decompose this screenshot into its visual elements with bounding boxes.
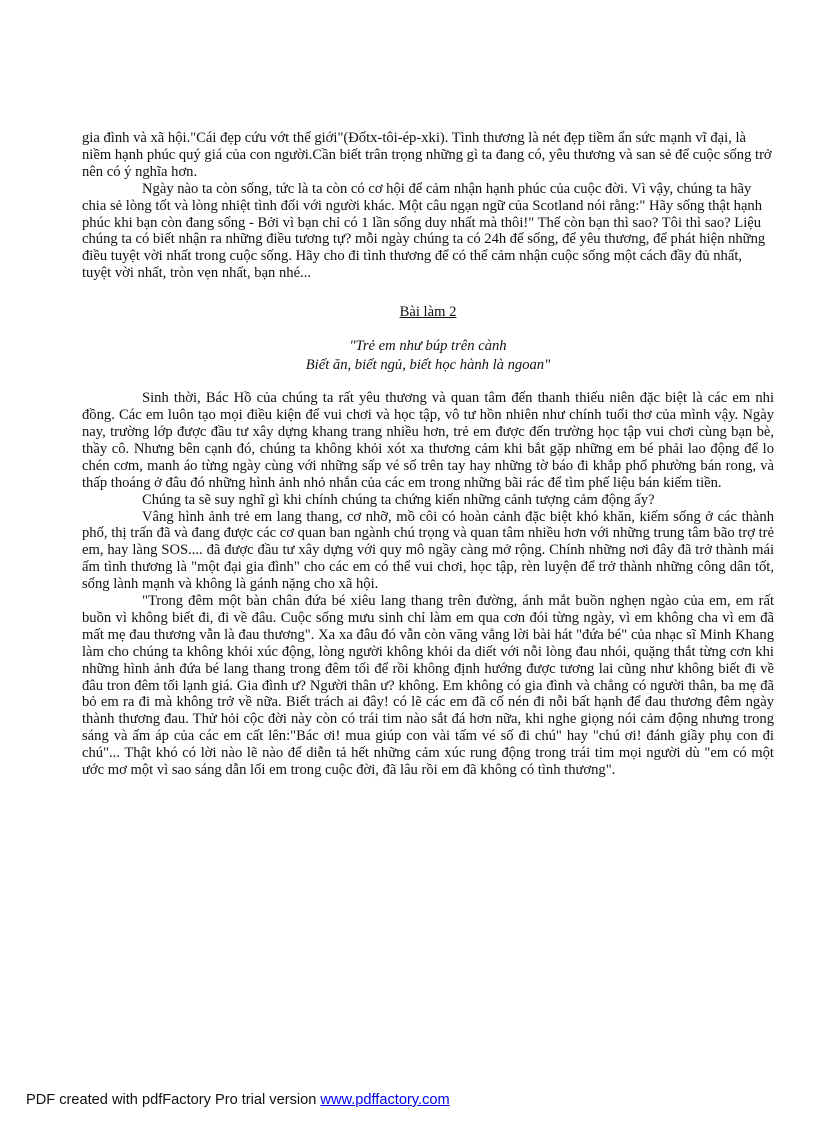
poem-line-1: "Trẻ em như búp trên cành [349, 338, 507, 355]
footer-text: PDF created with pdfFactory Pro trial version [26, 1092, 321, 1108]
essay-heading: Bài làm 2 [399, 304, 457, 321]
poem-quote [82, 337, 774, 375]
paragraph-street-children: Vâng hình ảnh trẻ em lang thang, cơ nhỡ, mồ côi có hoàn cảnh đặc biệt khó khăn, kiếm sống ở các thành phố, thị trấn đã và đang được các cơ quan ban ngành chú trọng và quan tâm nhiều hơn với những trung tâm bão trợ trẻ em, hay làng SOS.... đã được đầu tư xây dựng với quy mô ngầy càng mở rộng. Chính những nơi đây đã trở thành mái ấm tình thương là "một đại gia đình" cho các em có thể vui chơi, học tập, rèn luyện để trở thành những công dân tốt, sống lành mạnh và không là gánh nặng cho xã hội. [82, 508, 774, 593]
document-body [82, 130, 774, 779]
paragraph-question: Chúng ta sẽ suy nghĩ gì khi chính chúng ta chứng kiến những cảnh tượng cảm động ấy? [142, 491, 655, 508]
paragraph-uncle-ho: Sinh thời, Bác Hồ của chúng ta rất yêu thương và quan tâm đến thanh thiếu niên đặc biệt là các em nhi đồng. Các em luôn tạo mọi điều kiện để vui chơi và học tập, vô tư hồn nhiên như chính tuổi thơ của mình vậy. Ngày nay, trường lớp được đầu tư xây dựng khang trang nhiều hơn, trẻ em được đến trường học tập vui chơi cùng bạn bè, thầy cô. Nhưng bên cạnh đó, chúng ta không khỏi xót xa thương cảm khi bắt gặp những em bé phải lao động để lo chén cơm, manh áo từng ngày cùng với những sấp vé số trên tay hay những tờ báo đi khắp phố phường bán rong, và thấp thoáng ở đâu đó những hình ảnh nhỏ nhắn của các em trong những bãi rác để tìm phế liệu bán kiếm tiền. [82, 390, 774, 491]
paragraph-happiness: Ngày nào ta còn sống, tức là ta còn có cơ hội để cảm nhận hạnh phúc của cuộc đời. Vì vậy, chúng ta hãy chia sẻ lòng tốt và lòng nhiệt tình đối với người khác. Một câu ngạn ngữ của Scotland nói rằng:" Hãy sống thật hạnh phúc khi bạn còn đang sống - Bởi vì bạn chỉ có 1 lần sống duy nhất mà thôi!" Thế còn bạn thì sao? Tôi thì sao? Liệu chúng ta có biết nhận ra những điều tương tự? mỗi ngày chúng ta có 24h để sống, để yêu thương, để phát hiện những điều tuyệt vời nhất trong cuộc sống. Hãy cho đi tình thương để có thể cảm nhận cuộc sống một cách đầy đủ nhất, tuyệt vời nhất, tròn vẹn nhất, bạn nhé... [82, 180, 766, 282]
pdf-footer [26, 1092, 450, 1108]
paragraph-song: "Trong đêm một bàn chân đứa bé xiêu lang thang trên đường, ánh mắt buồn nghẹn ngào của em, em rất buồn vì không biết đi, đi về đâu. Cuộc sống mưu sinh chỉ làm em qua cơn đói từng ngày, vì em không cha vì em đã mất mẹ đau thương vẫn là đau thương". Xa xa đâu đó vẫn còn văng vẳng lời bài hát "đứa bé" của nhạc sĩ Minh Khang làm cho chúng ta không khỏi xúc động, lòng người không khỏi da diết với nỗi lòng đau nhói, quặng thắt từng cơn khi những hình ảnh đứa bé lang thang trong đêm tối để rồi không định hướng được tương lai cũng như không biết đi về đâu tron đêm tối lạnh giá. Gia đình ư? Người thân ư? không. Em không có gia đình và chẳng có người thân, ba mẹ đã bỏ em ra đi mà không trở về nữa. Biết trách ai đây! có lẽ các em đã cố nén đi nỗi bất hạnh để đau thương đêm ngày thành thương đau. Thử hỏi cộc đời này còn có trái tim nào sắt đá hơn nữa, khi nghe giọng nói cảm động nhưng trong sáng và ấm áp của các em cất lên:"Bác ơi! mua giúp con vài tấm vé số đi chú" hay "chú ơi! đánh giầy phụ con đi chú"... Thật khó có lời nào lẽ nào để diễn tả hết những cảm xúc rung động trong trái tim mọi người dù "em có một ước mơ một vì sao sáng dẫn lối em trong cuộc đời, đã lâu rồi em đã không có tình thương". [82, 593, 774, 779]
poem-line-2: Biết ăn, biết ngủ, biết học hành là ngoan" [305, 357, 551, 374]
intro-paragraph: gia đình và xã hội."Cái đẹp cứu vớt thế giới"(Đốtx-tôi-ép-xki). Tình thương là nét đẹp tiềm ẩn sức mạnh vĩ đại, là niềm hạnh phúc quý giá của con người.Cần biết trân trọng những gì ta đang có, yêu thương và san sẻ để cuộc sống trở nên có ý nghĩa hơn. [82, 130, 772, 180]
footer-link[interactable]: www.pdffactory.com [320, 1092, 450, 1108]
